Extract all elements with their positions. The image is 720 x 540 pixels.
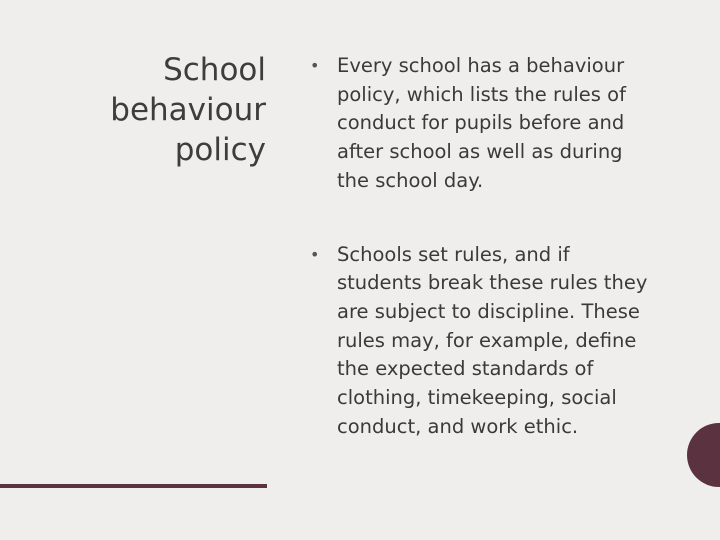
slide-title-line-2: behaviour	[110, 92, 266, 128]
bullet-list	[310, 52, 690, 441]
bullet-1-line-4: after school as well as during	[337, 140, 623, 164]
bullet-2-line-1: Schools set rules, and if	[337, 242, 570, 266]
bullet-2-line-3: are subject to discipline. These	[337, 299, 640, 323]
bullet-2-line-7: conduct, and work ethic.	[337, 414, 579, 438]
bullet-2-line-4: rules may, for example, define	[337, 328, 637, 352]
bullet-marker-1: •	[310, 56, 320, 75]
title-divider-line	[0, 484, 267, 488]
bullet-1-line-5: the school day.	[337, 168, 484, 192]
slide-title-line-3: policy	[174, 132, 266, 168]
bullet-2-line-6: clothing, timekeeping, social	[337, 386, 617, 410]
bullet-text-2	[337, 241, 647, 442]
bullet-2-line-5: the expected standards of	[337, 357, 594, 381]
bullet-1-line-3: conduct for pupils before and	[337, 111, 625, 135]
bullet-marker-2: •	[310, 244, 320, 264]
bullet-text-1	[337, 52, 626, 196]
bullet-2-line-2: students break these rules they	[337, 271, 648, 295]
slide-title	[26, 50, 266, 170]
bullet-1-line-2: policy, which lists the rules of	[337, 82, 626, 106]
bullet-item-1	[310, 52, 690, 196]
slide-title-line-1: School	[163, 52, 266, 88]
bullet-1-line-1: Every school has a behaviour	[337, 54, 625, 77]
decorative-circle	[687, 423, 720, 487]
bullet-item-2	[310, 241, 690, 442]
